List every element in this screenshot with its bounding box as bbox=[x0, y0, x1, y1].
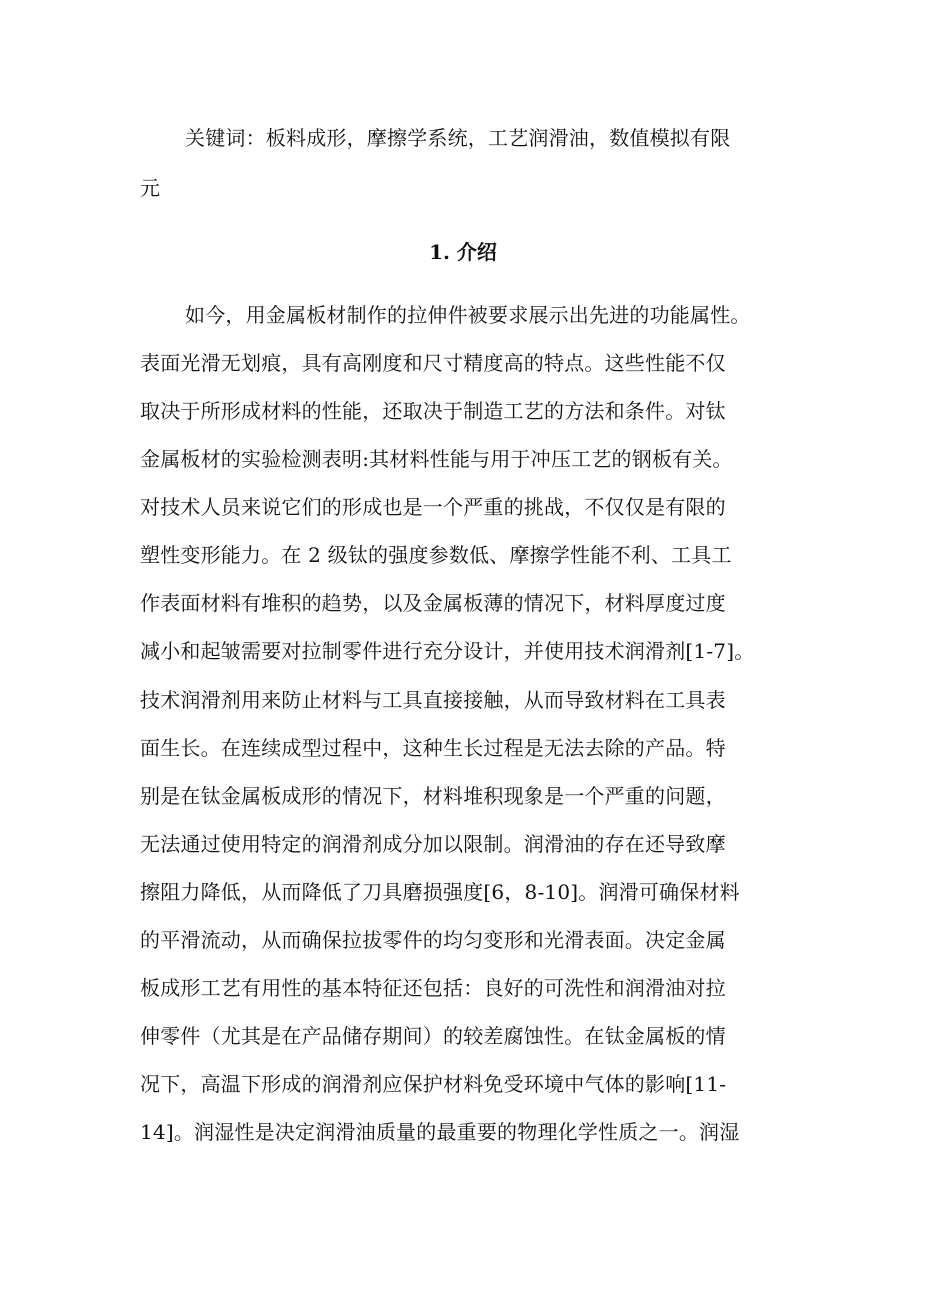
keywords-line-1: 关键词：板料成形，摩擦学系统，工艺润滑油，数值模拟有限 bbox=[185, 126, 731, 150]
body-line: 擦阻力降低，从而降低了刀具磨损强度[6，8-10]。润滑可确保材料 bbox=[140, 880, 740, 904]
body-line: 板成形工艺有用性的基本特征还包括：良好的可洗性和润滑油对拉 bbox=[140, 976, 726, 1000]
body-line: 塑性变形能力。在 2 级钛的强度参数低、摩擦学性能不利、工具工 bbox=[140, 543, 732, 567]
section-title: 1. 介绍 bbox=[429, 240, 497, 264]
body-line: 无法通过使用特定的润滑剂成分加以限制。润滑油的存在还导致摩 bbox=[140, 832, 726, 856]
body-line: 况下，高温下形成的润滑剂应保护材料免受环境中气体的影响[11- bbox=[140, 1072, 727, 1096]
keywords-line-2: 元 bbox=[140, 176, 161, 200]
body-line: 取决于所形成材料的性能，还取决于制造工艺的方法和条件。对钛 bbox=[140, 399, 726, 423]
body-line: 表面光滑无划痕，具有高刚度和尺寸精度高的特点。这些性能不仅 bbox=[140, 351, 726, 375]
body-line: 对技术人员来说它们的形成也是一个严重的挑战，不仅仅是有限的 bbox=[140, 495, 726, 519]
body-line: 别是在钛金属板成形的情况下，材料堆积现象是一个严重的问题， bbox=[140, 784, 726, 808]
body-line: 的平滑流动，从而确保拉拔零件的均匀变形和光滑表面。决定金属 bbox=[140, 928, 726, 952]
body-line: 伸零件（尤其是在产品储存期间）的较差腐蚀性。在钛金属板的情 bbox=[140, 1024, 726, 1048]
body-line: 面生长。在连续成型过程中，这种生长过程是无法去除的产品。特 bbox=[140, 736, 726, 760]
body-line: 技术润滑剂用来防止材料与工具直接接触，从而导致材料在工具表 bbox=[140, 688, 726, 712]
body-line: 减小和起皱需要对拉制零件进行充分设计，并使用技术润滑剂[1-7]。 bbox=[140, 639, 755, 663]
body-line: 金属板材的实验检测表明:其材料性能与用于冲压工艺的钢板有关。 bbox=[140, 447, 733, 471]
body-line: 如今，用金属板材制作的拉伸件被要求展示出先进的功能属性。 bbox=[185, 303, 751, 327]
body-line: 作表面材料有堆积的趋势，以及金属板薄的情况下，材料厚度过度 bbox=[140, 591, 726, 615]
body-line: 14]。润湿性是决定润滑油质量的最重要的物理化学性质之一。润湿 bbox=[140, 1120, 740, 1144]
